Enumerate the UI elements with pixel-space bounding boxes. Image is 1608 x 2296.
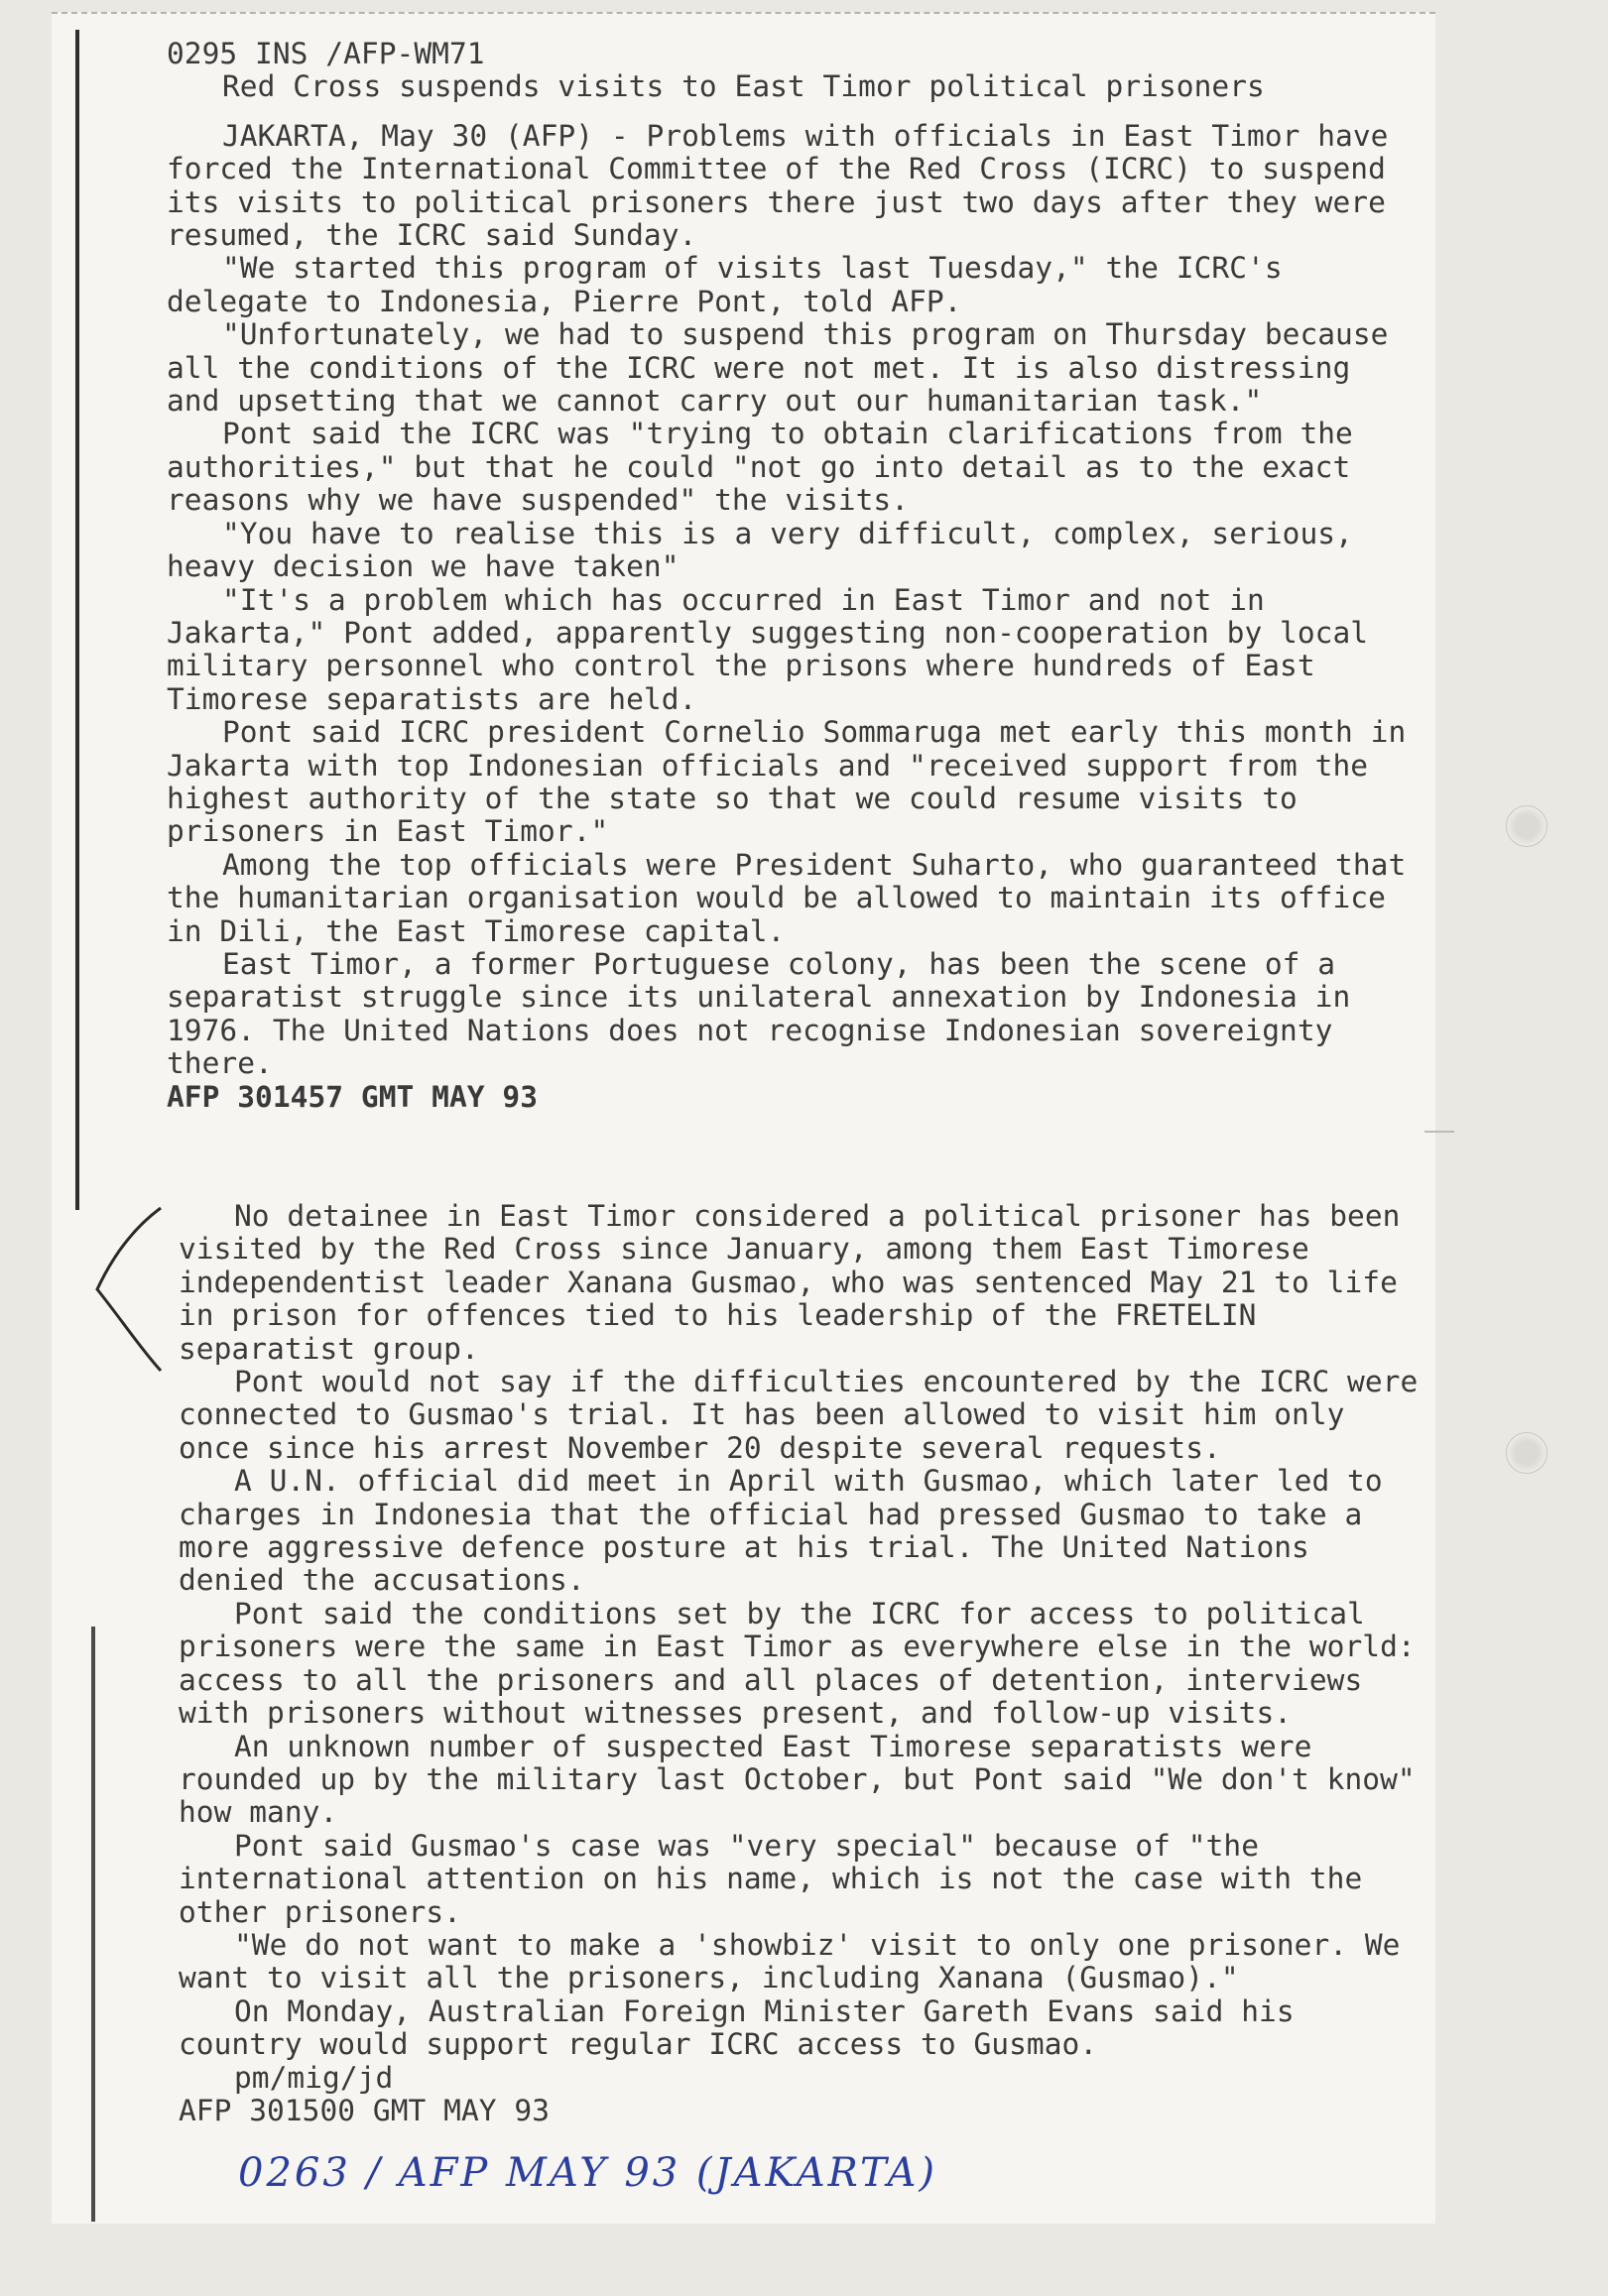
paste-edge-line-lower	[91, 1627, 95, 2222]
paragraph: "It's a problem which has occurred in East Timor and not in Jakarta," Pont added, apparently suggesting non-cooperation by local military personnel who control the prisons where hundreds of East Timorese separatists are held.	[167, 582, 1369, 716]
handwritten-note: 0263 / AFP MAY 93 (JAKARTA)	[238, 2150, 938, 2196]
paragraph: JAKARTA, May 30 (AFP) - Problems with officials in East Timor have forced the International Committee of the Red Cross (ICRC) to suspend its visits to political prisoners there just two days after they were resumed, the ICRC said Sunday.	[167, 118, 1389, 253]
paragraph: An unknown number of suspected East Timorese separatists were rounded up by the military last October, but Pont said "We don't know" how many.	[179, 1729, 1416, 1830]
paragraph: Among the top officials were President Suharto, who guaranteed that the humanitarian organisation would be allowed to maintain its office in Dili, the East Timorese capital.	[167, 847, 1407, 948]
paragraph: Pont said the conditions set by the ICRC for access to political prisoners were the same in East Timor as everywhere else in the world: access to all the prisoners and all places of detention, interviews with prisoners without witnesses present, and follow-up visits.	[179, 1596, 1416, 1731]
paragraph: Pont said the ICRC was "trying to obtain clarifications from the authorities," but that he could "not go into detail as to the exact reasons why we have suspended" the visits.	[167, 417, 1353, 518]
paragraph: A U.N. official did meet in April with Gusmao, which later led to charges in Indonesia that the official had pressed Gusmao to take a more aggressive defence posture at his trial. The United Nations denied the accusations.	[179, 1464, 1383, 1598]
margin-mark	[1424, 1131, 1454, 1133]
paragraph: Pont said ICRC president Cornelio Sommaruga met early this month in Jakarta with top Indonesian officials and "received support from the highest authority of the state so that we could resume visits to prisoners in East Timor."	[167, 715, 1407, 849]
headline: Red Cross suspends visits to East Timor political prisoners	[222, 69, 1265, 104]
paragraph: "You have to realise this is a very difficult, complex, serious, heavy decision we have taken"	[167, 516, 1353, 584]
punch-hole	[1506, 805, 1547, 847]
dateline: AFP 301457 GMT MAY 93	[167, 1079, 539, 1114]
paragraph: No detainee in East Timor considered a political prisoner has been visited by the Red Cross since January, among them East Timorese independentist leader Xanana Gusmao, who was sentenced May 21 to life in prison for offences tied to his leadership of the FRETELIN separatist group.	[179, 1199, 1401, 1366]
paragraph: Pont said Gusmao's case was "very special" because of "the international attention on his name, which is not the case with the other prisoners.	[179, 1828, 1363, 1929]
paragraph: Pont would not say if the difficulties encountered by the ICRC were connected to Gusmao's trial. It has been allowed to visit him only once since his arrest November 20 despite several requests.	[179, 1365, 1419, 1465]
article-continuation	[179, 1200, 1428, 2127]
paragraph: On Monday, Australian Foreign Minister Gareth Evans said his country would support regular ICRC access to Gusmao.	[179, 1994, 1295, 2062]
article-top	[167, 38, 1417, 1114]
paragraph: "Unfortunately, we had to suspend this program on Thursday because all the conditions of the ICRC were not met. It is also distressing and upsetting that we cannot carry out our humanitarian task."	[167, 317, 1389, 419]
dateline: AFP 301500 GMT MAY 93	[179, 2093, 551, 2127]
paragraph: East Timor, a former Portuguese colony, has been the scene of a separatist struggle since its unilateral annexation by Indonesia in 1976. The United Nations does not recognise Indonesian sovereignty there.	[167, 946, 1351, 1081]
paragraph: "We started this program of visits last Tuesday," the ICRC's delegate to Indonesia, Pierre Pont, told AFP.	[167, 251, 1283, 318]
paste-edge-line	[75, 30, 79, 1210]
author-initials: pm/mig/jd	[234, 2060, 394, 2095]
paragraph: "We do not want to make a 'showbiz' visit to only one prisoner. We want to visit all the prisoners, including Xanana (Gusmao)."	[179, 1927, 1401, 1995]
handwritten-bracket-mark	[91, 1200, 171, 1379]
wire-slug: 0295 INS /AFP-WM71	[167, 37, 485, 70]
punch-hole	[1506, 1432, 1547, 1474]
